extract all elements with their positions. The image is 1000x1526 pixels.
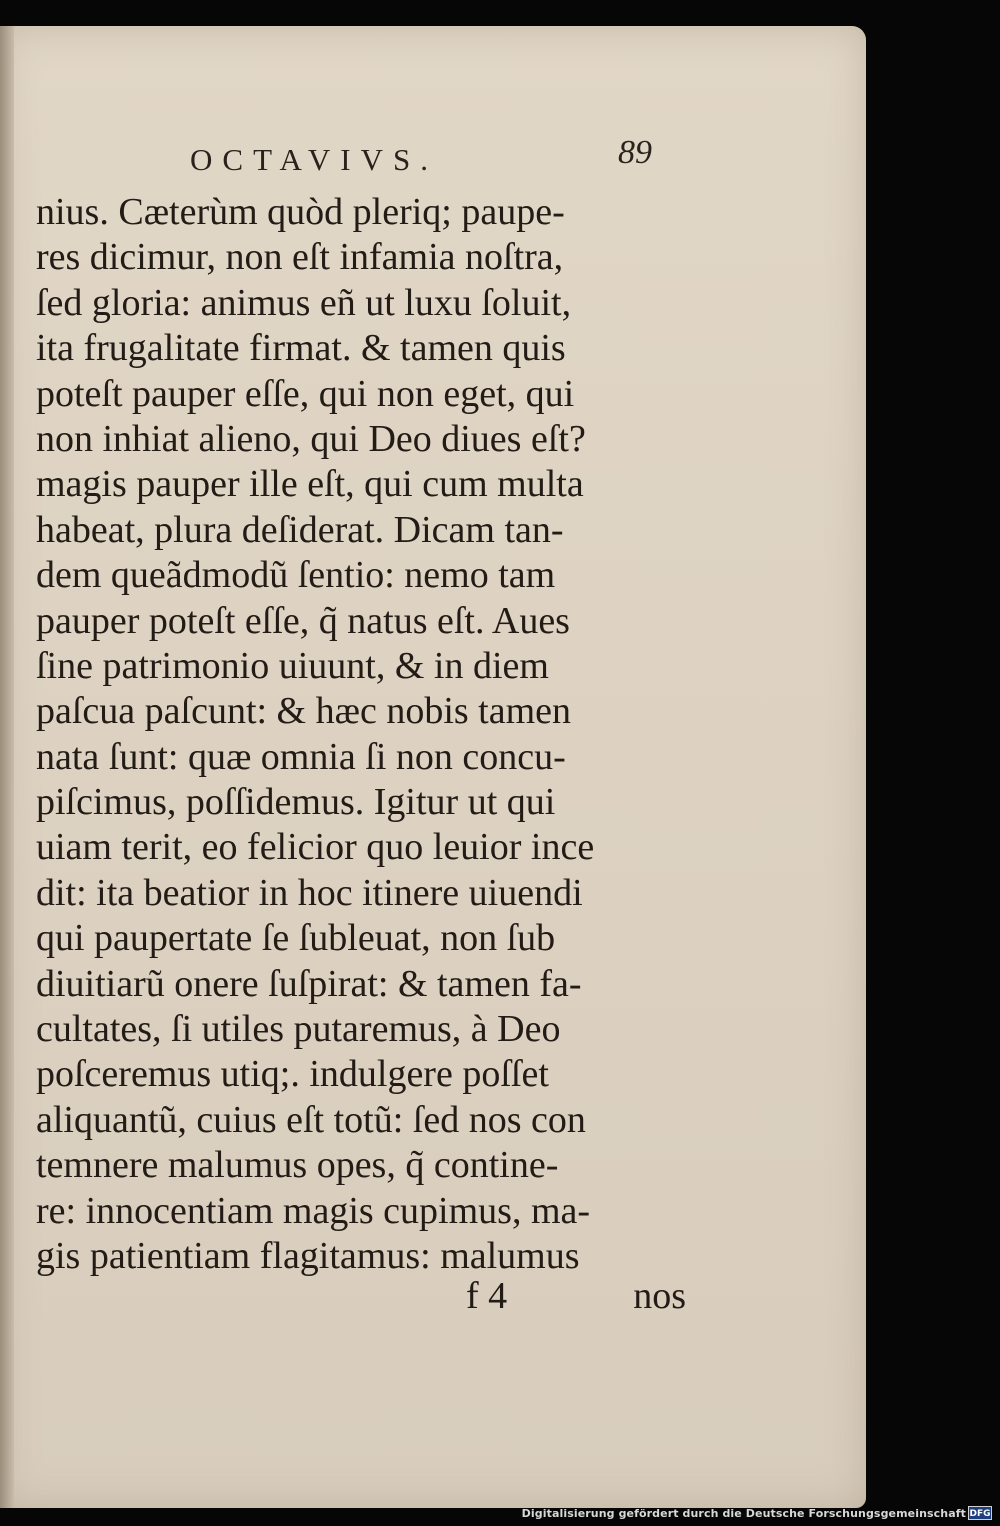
text-line: magis pauper ille eſt, qui cum multa [36,463,584,506]
body-text [36,190,696,1279]
text-line: pauper poteſt eſſe, q̃ natus eſt. Aues [36,599,570,642]
text-line: nius. Cæterùm quòd pleriq; paupe- [36,191,565,233]
text-line: non inhiat alieno, qui Deo diues eſt? [36,417,586,460]
text-line: piſcimus, poſſidemus. Igitur ut qui [36,781,556,824]
text-line: ſed gloria: animus eñ ut luxu ſoluit, [36,281,572,324]
catchword: nos [633,1275,686,1317]
text-line: ita frugalitate firmat. & tamen quis [36,327,566,370]
text-line: ſine patrimonio uiuunt, & in diem [36,644,549,687]
text-line: poſceremus utiq;. indulgere poſſet [36,1053,549,1096]
dfg-logo: DFG [968,1506,992,1520]
digitization-credit: Digitalisierung gefördert durch die Deutsche Forschungsgemeinschaft [521,1507,966,1520]
running-head [190,134,680,184]
page-number: 89 [618,134,652,171]
text-line: diuitiarũ onere ſuſpirat: & tamen fa- [36,962,582,1005]
text-line: cultates, ſi utiles putaremus, à Deo [36,1008,561,1051]
text-line: gis patientiam flagitamus: malumus [36,1234,580,1277]
text-line: temnere malumus opes, q̃ contine- [36,1144,559,1187]
text-line: poteſt pauper eſſe, qui non eget, qui [36,372,575,415]
text-line: paſcua paſcunt: & hæc nobis tamen [36,690,572,733]
text-line: res dicimur, non eſt infamia noſtra, [36,236,564,279]
running-head-title: OCTAVIVS. [190,142,438,177]
text-line: dit: ita beatior in hoc itinere uiuendi [36,871,583,914]
page-gutter [0,26,14,1508]
page-foot [466,1274,696,1324]
text-line: qui paupertate ſe ſubleuat, non ſub [36,917,556,960]
signature-mark: f 4 [466,1275,508,1317]
text-line: re: innocentiam magis cupimus, ma- [36,1189,591,1232]
text-line: uiam terit, eo felicior quo leuior ince [36,826,595,869]
text-line: habeat, plura deſiderat. Dicam tan- [36,508,564,551]
text-line: aliquantũ, cuius eſt totũ: ſed nos con [36,1098,586,1141]
text-line: dem queãdmodũ ſentio: nemo tam [36,554,556,597]
text-line: nata ſunt: quæ omnia ſi non concu- [36,735,566,778]
